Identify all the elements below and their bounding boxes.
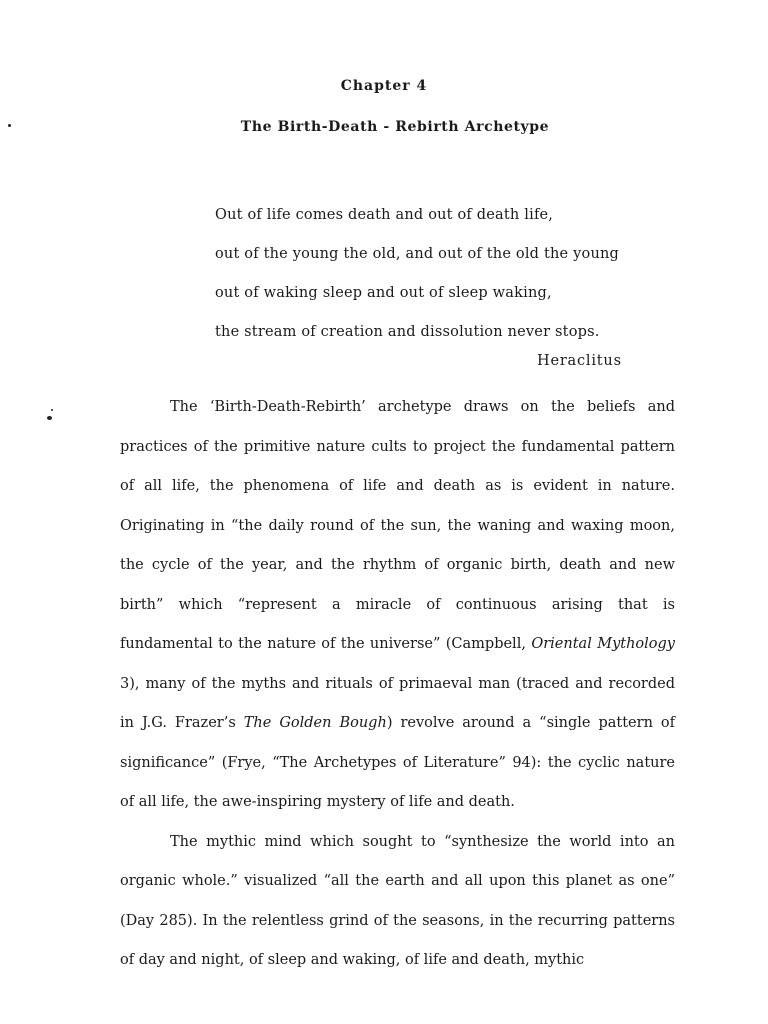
paragraph-1 bbox=[120, 388, 675, 823]
scan-speck bbox=[47, 416, 52, 420]
paragraph-1-text-c: ) revolve around a “single pattern of significance” (Frye, “The Archetypes of Literature” 94): the cyclic nature of all life, the awe-inspiring mystery of life and death. bbox=[120, 715, 675, 810]
chapter-number: Chapter 4 bbox=[340, 78, 428, 94]
paragraph-2: The mythic mind which sought to “synthesize the world into an organic whole.” visualized “all the earth and all upon this planet as one” (Day 285). In the relentless grind of the seasons, in the recurring patterns of day and night, of sleep and waking, of life and death, mythic bbox=[120, 833, 675, 968]
epigraph-line: out of the young the old, and out of the old the young bbox=[215, 246, 620, 262]
epigraph bbox=[215, 196, 685, 352]
paragraph-1-text-a: The ‘Birth-Death-Rebirth’ archetype draws on the beliefs and practices of the primitive nature cults to project the fundamental pattern of all life, the phenomena of life and death as is evident in nature. Originating in “the daily round of the sun, the waning and waxing moon, the cycle of the year, and the rhythm of organic birth, death and new birth” which “represent a miracle of continuous arising that is fundamental to the nature of the universe” (Campbell, bbox=[120, 399, 675, 652]
epigraph-attribution: Heraclitus bbox=[537, 353, 622, 369]
epigraph-line: the stream of creation and dissolution never stops. bbox=[215, 324, 600, 340]
scan-speck bbox=[8, 124, 11, 127]
epigraph-line: Out of life comes death and out of death life, bbox=[215, 207, 554, 223]
epigraph-line: out of waking sleep and out of sleep waking, bbox=[215, 285, 552, 301]
scan-speck bbox=[51, 409, 53, 411]
paragraph-1-text-b: 3), many of the myths and rituals of primaeval man (traced and recorded in J.G. Frazer’s bbox=[120, 675, 675, 731]
chapter-title: The Birth-Death - Rebirth Archetype bbox=[240, 119, 550, 135]
book-title-golden-bough: The Golden Bough bbox=[243, 715, 387, 731]
body-text bbox=[120, 388, 675, 981]
book-title-oriental-mythology: Oriental Mythology bbox=[531, 636, 675, 652]
